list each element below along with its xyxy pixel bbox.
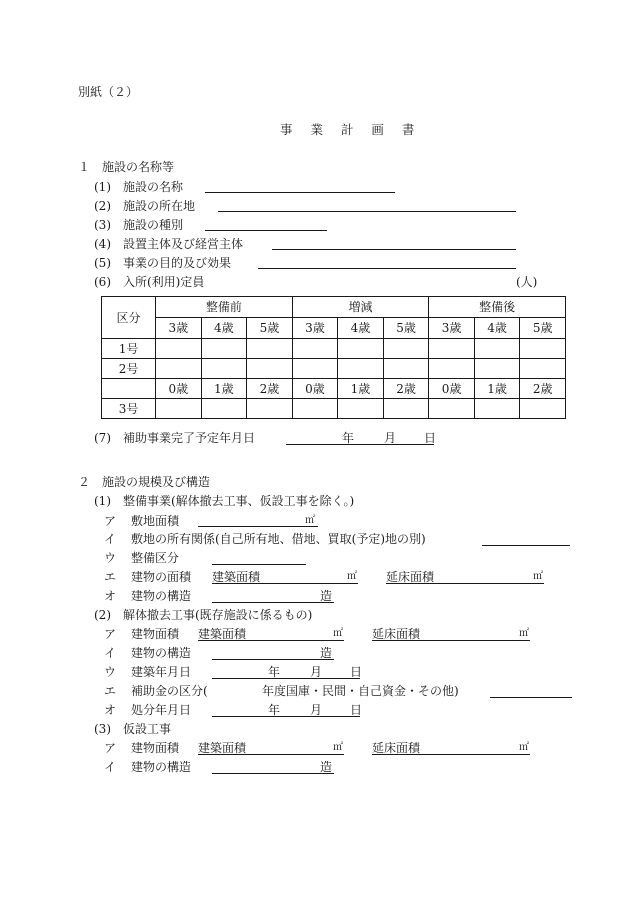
capacity-unit: (人) xyxy=(516,275,538,289)
capacity-cell[interactable] xyxy=(520,399,566,419)
s3i-suffix: 造 xyxy=(320,760,333,774)
capacity-cell[interactable] xyxy=(474,399,520,419)
age-header: 0歳 xyxy=(292,379,338,399)
s2u-kana: ウ xyxy=(104,665,117,679)
capacity-cell[interactable] xyxy=(247,399,293,419)
row-label: 2号 xyxy=(102,359,156,379)
s2u-label: 建築年月日 xyxy=(131,665,192,679)
completion-day: 日 xyxy=(424,431,437,445)
capacity-cell[interactable] xyxy=(429,339,475,359)
sub3-label: 仮設工事 xyxy=(123,722,172,736)
s3i-kana: イ xyxy=(104,760,117,774)
s3i-label: 建物の構造 xyxy=(131,760,192,774)
capacity-cell[interactable] xyxy=(338,359,384,379)
subsidy-class-blank[interactable] xyxy=(490,697,572,698)
s1e-floor-label: 延床面積 xyxy=(386,570,435,584)
item5-label: 事業の目的及び効果 xyxy=(123,256,232,270)
s2i-kana: イ xyxy=(104,646,117,660)
capacity-cell[interactable] xyxy=(201,359,247,379)
age-header: 1歳 xyxy=(338,379,384,399)
s2-structure-blank[interactable] xyxy=(212,659,334,660)
s2a-kana: ア xyxy=(104,627,117,641)
ownership-blank[interactable] xyxy=(482,545,570,546)
section1-heading: １ 施設の名称等 xyxy=(78,160,175,174)
s1a-kana: ア xyxy=(104,514,117,528)
sub2-label: 解体撤去工事(既存施設に係るもの) xyxy=(123,608,313,622)
s3a-build-label: 建築面積 xyxy=(198,741,247,755)
capacity-cell[interactable] xyxy=(247,339,293,359)
capacity-cell[interactable] xyxy=(156,339,202,359)
item6-number: (6) xyxy=(94,275,111,289)
age-header: 4歳 xyxy=(338,318,384,339)
maintenance-class-blank[interactable] xyxy=(212,564,306,565)
s1-floor-area-blank[interactable] xyxy=(386,583,544,584)
capacity-cell[interactable] xyxy=(338,399,384,419)
s2o-day: 日 xyxy=(350,703,363,717)
s2o-label: 処分年月日 xyxy=(131,703,192,717)
s2u-day: 日 xyxy=(350,665,363,679)
s1-structure-blank[interactable] xyxy=(212,602,334,603)
age-header: 0歳 xyxy=(156,379,202,399)
s1i-kana: イ xyxy=(104,532,117,546)
facility-type-blank[interactable] xyxy=(205,230,327,231)
s1u-label: 整備区分 xyxy=(131,551,180,565)
item7-number: (7) xyxy=(94,431,111,445)
group-after-header: 整備後 xyxy=(429,297,566,318)
s3a-floor-label: 延床面積 xyxy=(372,741,421,755)
s1u-kana: ウ xyxy=(104,551,117,565)
item7-label: 補助事業完了予定年月日 xyxy=(123,431,256,445)
page-title: 事 業 計 画 書 xyxy=(280,122,422,137)
s1-building-area-blank[interactable] xyxy=(212,583,358,584)
s3a-unit2: ㎡ xyxy=(519,742,529,753)
age-header: 4歳 xyxy=(474,318,520,339)
row-label: 3号 xyxy=(102,399,156,419)
s2-building-area-blank[interactable] xyxy=(198,640,344,641)
facility-name-blank[interactable] xyxy=(205,192,395,193)
s2i-suffix: 造 xyxy=(320,646,333,660)
s3-building-area-blank[interactable] xyxy=(198,754,344,755)
age-header: 0歳 xyxy=(429,379,475,399)
item4-number: (4) xyxy=(94,237,111,251)
age-header: 5歳 xyxy=(520,318,566,339)
item6-label: 入所(利用)定員 xyxy=(123,275,205,289)
s2e-label: 補助金の区分( xyxy=(131,684,208,698)
item1-number: (1) xyxy=(94,180,111,194)
capacity-cell[interactable] xyxy=(383,339,429,359)
age-header: 1歳 xyxy=(474,379,520,399)
age-header: 3歳 xyxy=(292,318,338,339)
s3a-unit1: ㎡ xyxy=(333,742,343,753)
site-area-blank[interactable] xyxy=(198,526,318,527)
s2i-label: 建物の構造 xyxy=(131,646,192,660)
completion-year: 年 xyxy=(342,431,355,445)
capacity-cell[interactable] xyxy=(338,339,384,359)
s2-floor-area-blank[interactable] xyxy=(372,640,530,641)
sub3-number: (3) xyxy=(94,722,111,736)
group-before-header: 整備前 xyxy=(156,297,293,318)
purpose-blank[interactable] xyxy=(258,268,516,269)
row-label: 1号 xyxy=(102,339,156,359)
capacity-cell[interactable] xyxy=(247,359,293,379)
age-header: 5歳 xyxy=(383,318,429,339)
capacity-cell[interactable] xyxy=(156,399,202,419)
item4-label: 設置主体及び経営主体 xyxy=(123,237,244,251)
attachment-label: 別紙（２） xyxy=(78,85,139,99)
sub2-number: (2) xyxy=(94,608,111,622)
item3-number: (3) xyxy=(94,218,111,232)
s2o-kana: オ xyxy=(104,703,117,717)
s2a-floor-label: 延床面積 xyxy=(372,627,421,641)
capacity-cell[interactable] xyxy=(474,339,520,359)
item1-label: 施設の名称 xyxy=(123,180,184,194)
item2-number: (2) xyxy=(94,199,111,213)
s1o-label: 建物の構造 xyxy=(131,589,192,603)
operator-blank[interactable] xyxy=(272,249,516,250)
s2u-year: 年 xyxy=(268,665,281,679)
capacity-table xyxy=(101,296,566,419)
age-header: 2歳 xyxy=(520,379,566,399)
group-change-header: 増減 xyxy=(292,297,429,318)
s3-structure-blank[interactable] xyxy=(212,773,334,774)
capacity-cell[interactable] xyxy=(383,399,429,419)
age-header: 3歳 xyxy=(429,318,475,339)
sub1-label: 整備事業(解体撤去工事、仮設工事を除く。) xyxy=(123,494,355,508)
capacity-cell[interactable] xyxy=(156,359,202,379)
s2a-build-label: 建築面積 xyxy=(198,627,247,641)
s1e-kana: エ xyxy=(104,570,117,584)
capacity-cell[interactable] xyxy=(292,399,338,419)
capacity-cell[interactable] xyxy=(201,399,247,419)
s2e-detail: 年度国庫・民間・自己資金・その他) xyxy=(262,684,459,698)
item5-number: (5) xyxy=(94,256,111,270)
s1e-unit2: ㎡ xyxy=(533,571,543,582)
item2-label: 施設の所在地 xyxy=(123,199,196,213)
s1o-kana: オ xyxy=(104,589,117,603)
row-label-blank xyxy=(102,379,156,399)
section2-heading: ２ 施設の規模及び構造 xyxy=(78,475,211,489)
s1e-build-label: 建築面積 xyxy=(212,570,261,584)
s2a-label: 建物面積 xyxy=(131,627,180,641)
capacity-cell[interactable] xyxy=(292,359,338,379)
capacity-cell[interactable] xyxy=(520,339,566,359)
capacity-cell[interactable] xyxy=(201,339,247,359)
facility-address-blank[interactable] xyxy=(218,211,516,212)
s2a-unit2: ㎡ xyxy=(519,628,529,639)
item3-label: 施設の種別 xyxy=(123,218,184,232)
disposal-date-blank[interactable] xyxy=(212,716,360,717)
capacity-cell[interactable] xyxy=(474,359,520,379)
s2o-year: 年 xyxy=(268,703,281,717)
s1e-unit1: ㎡ xyxy=(347,571,357,582)
age-header: 5歳 xyxy=(247,318,293,339)
capacity-cell[interactable] xyxy=(429,359,475,379)
s1a-unit: ㎡ xyxy=(305,515,315,526)
age-header: 4歳 xyxy=(201,318,247,339)
kubun-header: 区分 xyxy=(102,297,156,339)
s2e-kana: エ xyxy=(104,684,117,698)
capacity-cell[interactable] xyxy=(383,359,429,379)
capacity-cell[interactable] xyxy=(520,359,566,379)
capacity-cell[interactable] xyxy=(292,339,338,359)
s1i-label: 敷地の所有関係(自己所有地、借地、買取(予定)地の別) xyxy=(131,532,426,546)
age-header: 3歳 xyxy=(156,318,202,339)
s2o-month: 月 xyxy=(310,703,323,717)
capacity-cell[interactable] xyxy=(429,399,475,419)
completion-date-blank[interactable] xyxy=(286,444,434,445)
s1e-label: 建物の面積 xyxy=(131,570,192,584)
sub1-number: (1) xyxy=(94,494,111,508)
s1a-label: 敷地面積 xyxy=(131,514,180,528)
age-header: 2歳 xyxy=(383,379,429,399)
age-header: 1歳 xyxy=(201,379,247,399)
build-date-blank[interactable] xyxy=(212,678,360,679)
completion-month: 月 xyxy=(384,431,397,445)
age-header: 2歳 xyxy=(247,379,293,399)
s3a-label: 建物面積 xyxy=(131,741,180,755)
s3-floor-area-blank[interactable] xyxy=(372,754,530,755)
s2a-unit1: ㎡ xyxy=(333,628,343,639)
s1o-suffix: 造 xyxy=(320,589,333,603)
s3a-kana: ア xyxy=(104,741,117,755)
s2u-month: 月 xyxy=(310,665,323,679)
